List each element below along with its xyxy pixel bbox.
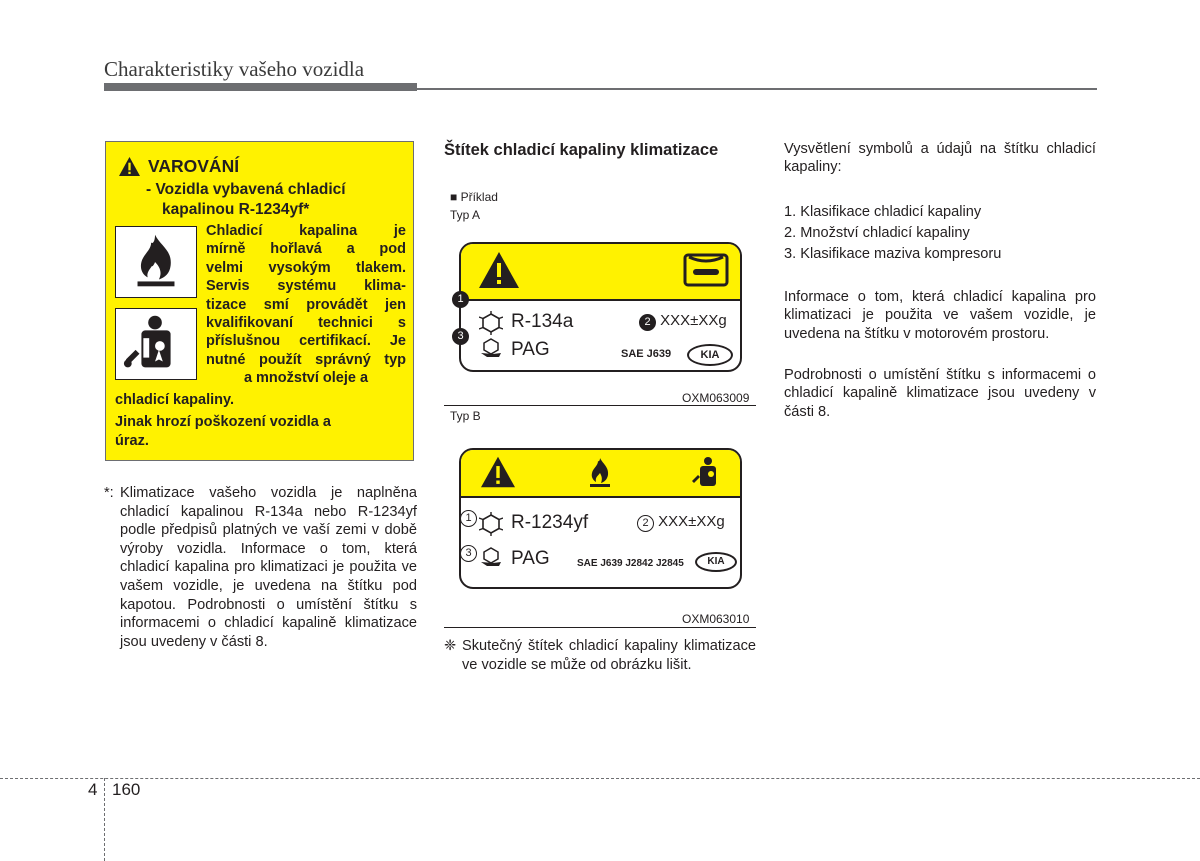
sae-standard: SAE J639 J2842 J2845 bbox=[577, 558, 684, 569]
warning-triangle-icon bbox=[118, 156, 141, 177]
technician-icon bbox=[115, 308, 197, 380]
marker-3: 3 bbox=[452, 328, 469, 345]
warning-subtitle: - Vozidla vybavená chladicí bbox=[146, 181, 346, 198]
symbols-intro: Vysvětlení symbolů a údajů na štítku chladicí kapaliny: bbox=[784, 141, 1096, 176]
footer-rule bbox=[0, 778, 1200, 779]
warning-line-full: Jinak hrozí poškození vozidla a bbox=[115, 414, 331, 430]
oil-code: PAG bbox=[511, 339, 550, 360]
refrigerant-icon bbox=[479, 512, 503, 536]
label-note bbox=[444, 637, 756, 674]
refrigerant-code: R-134a bbox=[511, 311, 574, 332]
warning-line: mírně hořlavá a pod bbox=[206, 241, 406, 258]
warning-triangle-icon bbox=[477, 250, 521, 290]
list-item: 2. Množství chladicí kapaliny bbox=[784, 225, 970, 241]
figure-code-b: OXM063010 bbox=[682, 612, 750, 626]
warning-title-text: VAROVÁNÍ bbox=[148, 156, 240, 176]
label-card-header bbox=[461, 244, 740, 301]
location-paragraph: Podrobnosti o umístění štítku s informacemi o chladicí kapalině klimatizace jsou uvedeny v části 8. bbox=[784, 367, 1096, 420]
warning-line-last: a množství oleje a bbox=[243, 370, 369, 386]
warning-line: velmi vysokým tlakem. bbox=[206, 259, 406, 276]
warning-text bbox=[206, 222, 406, 369]
amount-value bbox=[637, 513, 725, 532]
oil-code: PAG bbox=[511, 548, 550, 569]
figure-code-a: OXM063009 bbox=[682, 391, 750, 405]
marker-2: 2 bbox=[639, 314, 656, 331]
warning-subtitle-2: kapalinou R-1234yf* bbox=[162, 201, 310, 218]
manual-icon bbox=[683, 251, 729, 287]
label-card-type-a bbox=[459, 242, 742, 372]
header-rule bbox=[417, 88, 1097, 90]
oil-icon bbox=[479, 337, 503, 361]
warning-line: kvalifikovaní technici s bbox=[206, 315, 406, 332]
kia-logo: KIA bbox=[687, 344, 733, 366]
label-card-header bbox=[461, 450, 740, 498]
note-mark: ❈ bbox=[444, 638, 457, 654]
kia-logo: KIA bbox=[695, 552, 737, 572]
warning-box bbox=[105, 141, 414, 461]
marker-1: 1 bbox=[452, 291, 469, 308]
amount-text: XXX±XXg bbox=[658, 513, 725, 530]
list-item: 3. Klasifikace maziva kompresoru bbox=[784, 246, 1002, 262]
warning-line: tizace smí provádět jen bbox=[206, 296, 406, 313]
warning-line: Chladicí kapalina je bbox=[206, 223, 406, 239]
footnote-text: Klimatizace vašeho vozidla je naplněna chladicí kapalinou R-134a nebo R-1234yf podle předpisů platných ve vaší zemi v době výroby vozidla. Informace o tom, která chladicí kapalina pro klimatizaci je použita ve vašem vozidle, je uvedena na štítku pod kapotou. Podrobnosti o umístění štítku s informacemi o chladicí kapalině klimatizace jsou uvedeny v části 8. bbox=[120, 485, 417, 650]
section-heading: Štítek chladicí kapaliny klimatizace bbox=[444, 141, 719, 159]
refrigerant-footnote bbox=[104, 484, 417, 651]
footnote-mark: *: bbox=[104, 485, 114, 501]
note-text: Skutečný štítek chladicí kapaliny klimatizace ve vozidle se může od obrázku lišit. bbox=[462, 638, 756, 673]
warning-line-full: úraz. bbox=[115, 433, 149, 449]
symbols-list bbox=[784, 202, 1096, 265]
type-b-label: Typ B bbox=[450, 409, 481, 423]
warning-line-full: chladicí kapaliny. bbox=[115, 392, 235, 408]
flame-icon bbox=[115, 226, 197, 298]
figure-divider bbox=[444, 627, 756, 628]
warning-triangle-icon bbox=[479, 455, 517, 489]
figure-divider bbox=[444, 405, 756, 406]
marker-3: 3 bbox=[460, 545, 477, 562]
amount-text: XXX±XXg bbox=[660, 312, 727, 329]
amount-value bbox=[639, 312, 727, 331]
page-header-title: Charakteristiky vašeho vozidla bbox=[104, 57, 365, 81]
chapter-number: 4 bbox=[88, 780, 98, 799]
oil-icon bbox=[479, 546, 503, 570]
footer-vertical-rule bbox=[104, 778, 105, 861]
refrigerant-code: R-1234yf bbox=[511, 512, 589, 533]
label-card-type-b bbox=[459, 448, 742, 589]
type-a-label: Typ A bbox=[450, 208, 481, 222]
label-card-body bbox=[461, 498, 740, 589]
marker-1: 1 bbox=[460, 510, 477, 527]
warning-line: příslušnou certifikací. Je bbox=[206, 333, 406, 350]
flame-icon bbox=[585, 456, 615, 488]
sae-standard: SAE J639 bbox=[621, 348, 672, 360]
warning-title bbox=[118, 156, 239, 177]
list-item: 1. Klasifikace chladicí kapaliny bbox=[784, 204, 982, 220]
refrigerant-icon bbox=[479, 311, 503, 335]
header-bar bbox=[104, 83, 417, 91]
label-card-body bbox=[461, 301, 740, 372]
marker-2: 2 bbox=[637, 515, 654, 532]
warning-line: nutné použít správný typ bbox=[206, 351, 406, 368]
info-paragraph: Informace o tom, která chladicí kapalina pro klimatizaci je použita ve vašem vozidle, je uvedena na štítku v motorovém prostoru. bbox=[784, 289, 1096, 342]
warning-line: Servis systému klima- bbox=[206, 278, 406, 295]
example-label: ■ Příklad bbox=[450, 190, 498, 204]
page-number: 160 bbox=[112, 780, 141, 799]
technician-icon bbox=[691, 455, 723, 489]
